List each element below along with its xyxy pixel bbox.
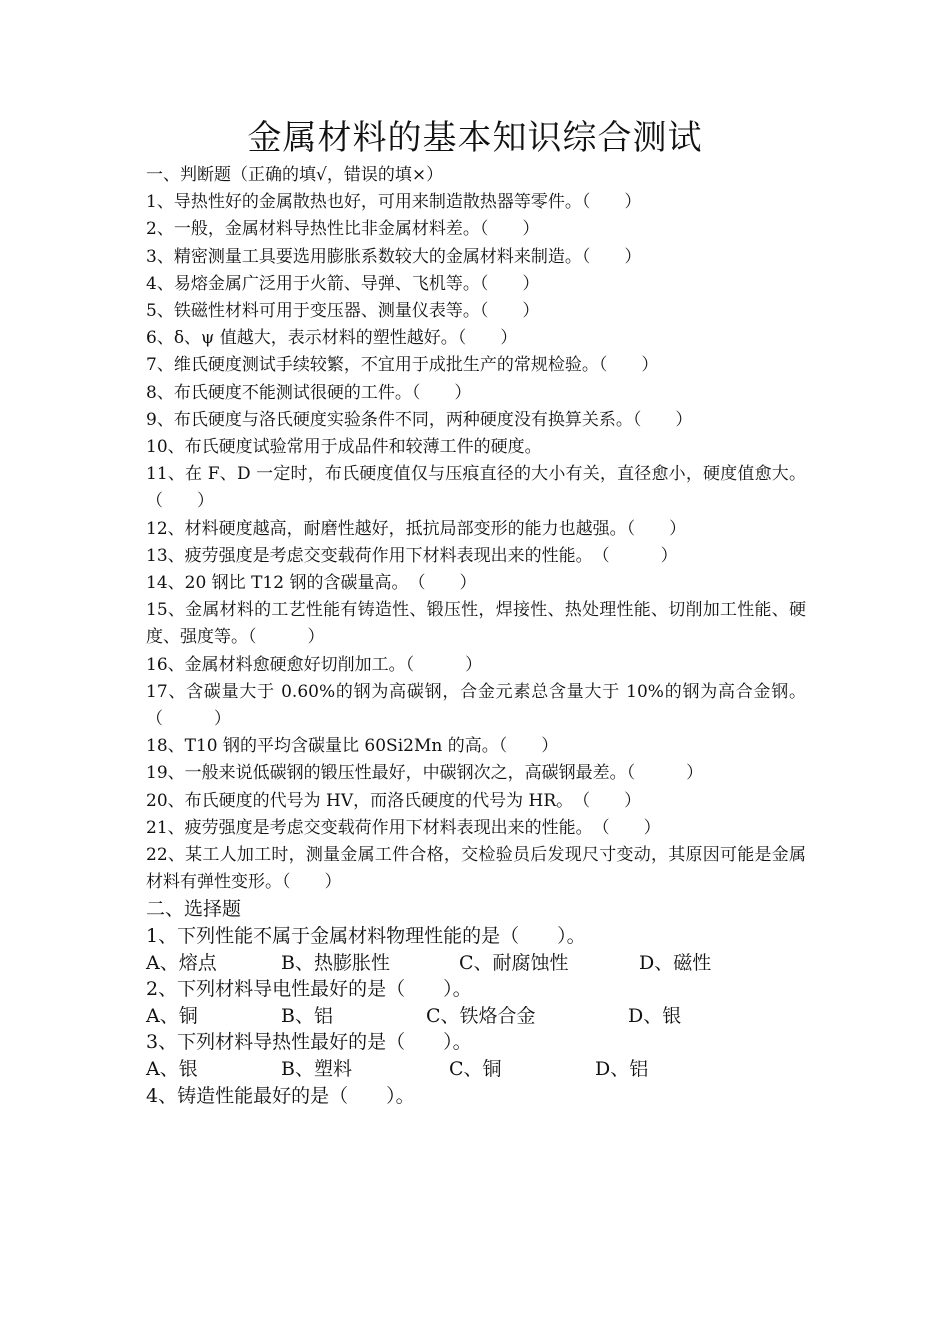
judgment-item: 2、一般，金属材料导热性比非金属材料差。（ ） bbox=[146, 219, 540, 240]
choice-option: C、耐腐蚀性 bbox=[459, 951, 569, 974]
judgment-item: 13、疲劳强度是考虑交变载荷作用下材料表现出来的性能。 （ ） bbox=[146, 545, 678, 566]
judgment-item: 5、铁磁性材料可用于变压器、测量仪表等。（ ） bbox=[146, 301, 540, 322]
judgment-item: 12、材料硬度越高，耐磨性越好，抵抗局部变形的能力也越强。（ ） bbox=[146, 518, 687, 539]
judgment-item: 22、某工人加工时，测量金属工件合格，交检验员后发现尺寸变动，其原因可能是金属材料有弹性变形。（ ） bbox=[146, 845, 806, 893]
judgment-item: 3、精密测量工具要选用膨胀系数较大的金属材料来制造。（ ） bbox=[146, 246, 642, 267]
judgment-item: 20、布氏硬度的代号为 HV，而洛氏硬度的代号为 HR。 （ ） bbox=[146, 790, 642, 811]
choice-option: A、银 bbox=[146, 1058, 198, 1081]
choice-option: B、铝 bbox=[281, 1004, 333, 1027]
judgment-item: 11、在 F、D 一定时，布氏硬度值仅与压痕直径的大小有关，直径愈小，硬度值愈大。（ ） bbox=[146, 464, 806, 512]
judgment-item: 4、易熔金属广泛用于火箭、导弹、飞机等。（ ） bbox=[146, 273, 540, 294]
choice-option: B、塑料 bbox=[281, 1058, 352, 1081]
choice-options bbox=[146, 950, 806, 977]
section-heading-judgment: 一、判断题（正确的填√，错误的填×） bbox=[146, 165, 444, 185]
choice-option: D、铝 bbox=[595, 1058, 649, 1081]
choice-option: C、铁烙合金 bbox=[426, 1004, 536, 1027]
choice-question: 2、下列材料导电性最好的是（ ）。 bbox=[146, 978, 472, 1001]
choice-options bbox=[146, 1056, 806, 1083]
judgment-item: 19、一般来说低碳钢的锻压性最好，中碳钢次之，高碳钢最差。（ ） bbox=[146, 763, 704, 784]
judgment-item: 9、布氏硬度与洛氏硬度实验条件不同，两种硬度没有换算关系。（ ） bbox=[146, 409, 693, 430]
choice-question: 4、铸造性能最好的是（ ）。 bbox=[146, 1084, 415, 1107]
document-title: 金属材料的基本知识综合测试 bbox=[247, 118, 703, 158]
choice-option: C、铜 bbox=[449, 1058, 502, 1081]
judgment-item: 15、金属材料的工艺性能有铸造性、锻压性，焊接性、热处理性能、切削加工性能、硬度、强度等。（ ） bbox=[146, 600, 806, 648]
judgment-item: 16、金属材料愈硬愈好切削加工。（ ） bbox=[146, 654, 483, 675]
choice-question: 1、下列性能不属于金属材料物理性能的是（ ）。 bbox=[146, 925, 586, 948]
choice-option: D、磁性 bbox=[639, 951, 712, 974]
choice-option: A、铜 bbox=[146, 1004, 198, 1027]
choice-option: A、熔点 bbox=[146, 951, 217, 974]
choice-option: D、银 bbox=[628, 1004, 682, 1027]
choice-options bbox=[146, 1003, 806, 1030]
judgment-item: 14、20 钢比 T12 钢的含碳量高。 （ ） bbox=[146, 573, 477, 594]
document-content bbox=[146, 162, 806, 1109]
section-heading-choice: 二、选择题 bbox=[146, 898, 242, 921]
judgment-item: 1、导热性好的金属散热也好，可用来制造散热器等零件。（ ） bbox=[146, 192, 642, 213]
judgment-item: 18、T10 钢的平均含碳量比 60Si2Mn 的高。（ ） bbox=[146, 736, 559, 757]
judgment-item: 17、含碳量大于 0.60%的钢为高碳钢，合金元素总含量大于 10%的钢为高合金钢。（ ） bbox=[146, 681, 806, 730]
judgment-item: 10、布氏硬度试验常用于成品件和较薄工件的硬度。 bbox=[146, 437, 542, 458]
judgment-item: 21、疲劳强度是考虑交变载荷作用下材料表现出来的性能。 （ ） bbox=[146, 817, 661, 838]
judgment-item: 7、维氏硬度测试手续较繁，不宜用于成批生产的常规检验。（ ） bbox=[146, 355, 659, 376]
choice-question: 3、下列材料导热性最好的是（ ）。 bbox=[146, 1031, 472, 1054]
judgment-item: 8、布氏硬度不能测试很硬的工件。（ ） bbox=[146, 382, 472, 403]
judgment-item: 6、δ、ψ 值越大，表示材料的塑性越好。（ ） bbox=[146, 328, 518, 349]
choice-option: B、热膨胀性 bbox=[281, 951, 390, 974]
